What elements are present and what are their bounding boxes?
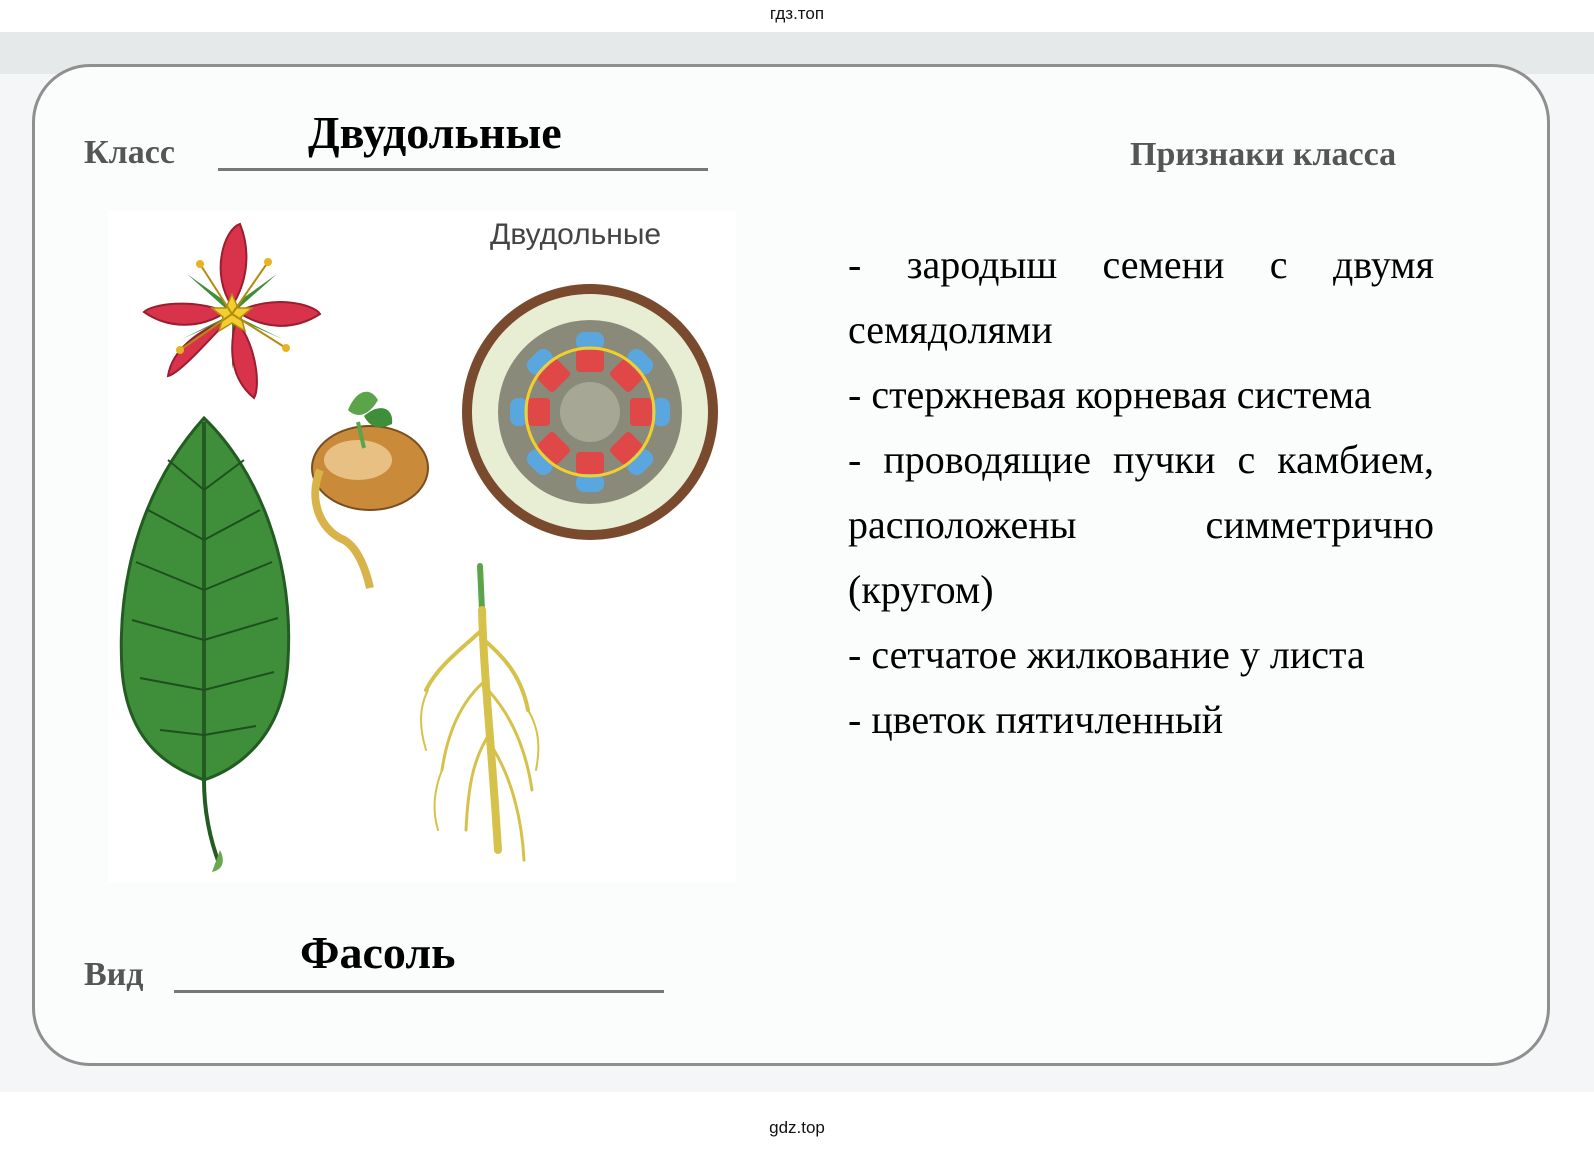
illustration-panel bbox=[108, 210, 736, 882]
watermark-top: гдз.топ bbox=[769, 4, 825, 23]
features-heading: Признаки класса bbox=[1130, 136, 1397, 173]
feature-item: - проводящие пучки с камбием, расположены симметрично (кругом) bbox=[848, 437, 1434, 612]
class-answer-line bbox=[218, 168, 708, 171]
class-answer: Двудольные bbox=[308, 107, 562, 158]
sprouting-seed-illustration bbox=[312, 392, 428, 588]
dicot-illustration bbox=[108, 210, 736, 882]
feature-item: - зародыш семени с двумя семядолями bbox=[848, 242, 1434, 352]
species-answer: Фасоль bbox=[300, 927, 456, 978]
species-label: Вид bbox=[84, 956, 144, 993]
class-label: Класс bbox=[84, 134, 175, 171]
taproot-illustration bbox=[421, 566, 538, 860]
leaf-illustration bbox=[121, 418, 288, 872]
flower-illustration bbox=[144, 224, 320, 398]
species-answer-line bbox=[174, 990, 664, 993]
feature-item: - цветок пятичленный bbox=[848, 697, 1224, 742]
feature-item: - сетчатое жилкование у листа bbox=[848, 632, 1365, 677]
feature-item: - стержневая корневая система bbox=[848, 372, 1372, 417]
watermark-bottom: gdz.top bbox=[769, 1118, 825, 1137]
features-list bbox=[848, 232, 1434, 752]
stem-cross-section-illustration bbox=[462, 284, 718, 540]
illustration-caption: Двудольные bbox=[490, 218, 662, 251]
